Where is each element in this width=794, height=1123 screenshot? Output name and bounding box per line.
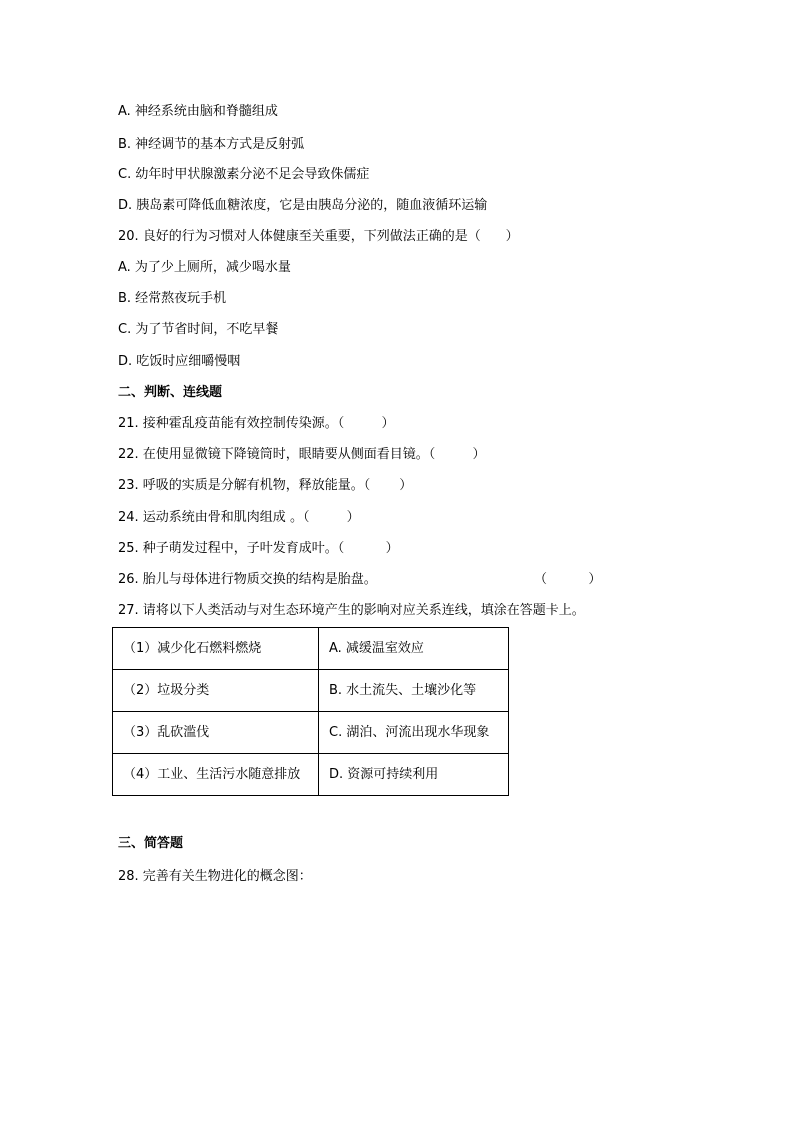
question-26-answer-blank: （ ） bbox=[534, 572, 602, 587]
question-20-stem: 20. 良好的行为习惯对人体健康至关重要，下列做法正确的是（ ） bbox=[118, 229, 519, 244]
question-23: 23. 呼吸的实质是分解有机物，释放能量。（ ） bbox=[118, 478, 413, 493]
option-20c: C. 为了节省时间，不吃早餐 bbox=[118, 322, 279, 337]
matching-table bbox=[112, 627, 509, 796]
option-20d: D. 吃饭时应细嚼慢咽 bbox=[118, 354, 241, 369]
question-27-stem: 27. 请将以下人类活动与对生态环境产生的影响对应关系连线，填涂在答题卡上。 bbox=[118, 603, 585, 618]
question-25: 25. 种子萌发过程中，子叶发育成叶。（ ） bbox=[118, 541, 399, 556]
table-row bbox=[113, 754, 509, 796]
table-row bbox=[113, 670, 509, 712]
question-24: 24. 运动系统由骨和肌肉组成 。（ ） bbox=[118, 510, 360, 525]
option-20b: B. 经常熬夜玩手机 bbox=[118, 291, 227, 306]
question-22: 22. 在使用显微镜下降镜筒时，眼睛要从侧面看目镜。（ ） bbox=[118, 447, 486, 462]
option-20a: A. 为了少上厕所，减少喝水量 bbox=[118, 260, 291, 275]
effect-cell: C. 湖泊、河流出现水华现象 bbox=[319, 712, 509, 754]
effect-cell: B. 水土流失、土壤沙化等 bbox=[319, 670, 509, 712]
option-19a: A. 神经系统由脑和脊髓组成 bbox=[118, 104, 278, 119]
option-19b: B. 神经调节的基本方式是反射弧 bbox=[118, 137, 305, 152]
question-26: 26. 胎儿与母体进行物质交换的结构是胎盘。 bbox=[118, 572, 377, 587]
option-19c: C. 幼年时甲状腺激素分泌不足会导致侏儒症 bbox=[118, 167, 370, 182]
effect-cell: D. 资源可持续利用 bbox=[319, 754, 509, 796]
question-21: 21. 接种霍乱疫苗能有效控制传染源。（ ） bbox=[118, 416, 395, 431]
activity-cell: （2）垃圾分类 bbox=[113, 670, 319, 712]
section-3-heading: 三、简答题 bbox=[118, 836, 184, 851]
activity-cell: （1）减少化石燃料燃烧 bbox=[113, 628, 319, 670]
activity-cell: （3）乱砍滥伐 bbox=[113, 712, 319, 754]
effect-cell: A. 减缓温室效应 bbox=[319, 628, 509, 670]
table-row bbox=[113, 628, 509, 670]
table-row bbox=[113, 712, 509, 754]
section-2-heading: 二、判断、连线题 bbox=[118, 385, 223, 400]
activity-cell: （4）工业、生活污水随意排放 bbox=[113, 754, 319, 796]
option-19d: D. 胰岛素可降低血糖浓度，它是由胰岛分泌的，随血液循环运输 bbox=[118, 198, 488, 213]
question-28: 28. 完善有关生物进化的概念图： bbox=[118, 869, 312, 884]
